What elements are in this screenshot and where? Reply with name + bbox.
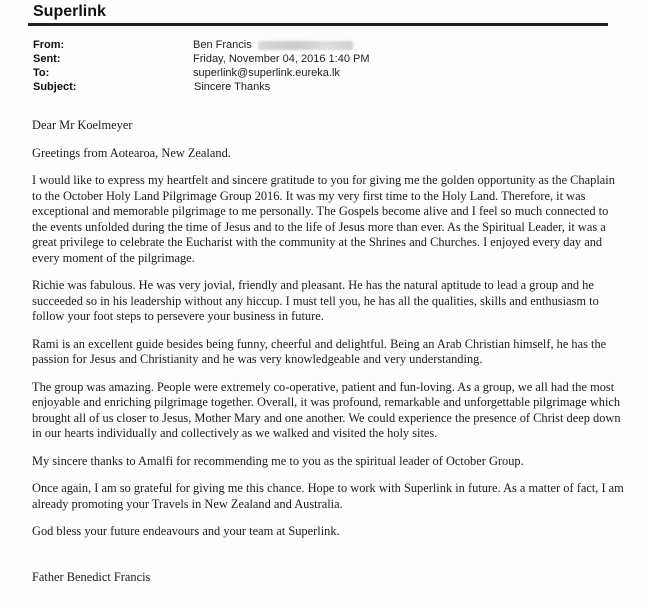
app-title: Superlink	[33, 3, 106, 20]
greeting: Greetings from Aotearoa, New Zealand.	[32, 145, 231, 160]
signature: Father Benedict Francis	[32, 570, 151, 584]
paragraph-gratitude: I would like to express my heartfelt and sincere gratitude to you for giving me the golden opportunity as the Chaplain to the October Holy Land Pilgrimage Group 2016. It was my very first time to the Holy Land. Therefore, it was exceptional and memorable pilgrimage to me personally. The Gospels become alive and I feel so much connected to the events unfolded during the time of Jesus and to the life of Jesus more than ever. As the Spiritual Leader, it was a great privilege to celebrate the Eucharist with the community at the Shrines and Churches. I enjoyed every day and every moment of the pilgrimage.	[32, 173, 615, 265]
from-label: From:	[33, 39, 65, 51]
paragraph-richie: Richie was fabulous. He was very jovial, friendly and pleasant. He has the natural aptitude to lead a group and he succeeded so in his leadership without any hiccup. I must tell you, he has all the qualities, skills and enthusiasm to follow your foot steps to persevere your business in future.	[32, 278, 599, 323]
subject-value: Sincere Thanks	[194, 81, 271, 93]
paragraph-grateful: Once again, I am so grateful for giving me this chance. Hope to work with Superlink in future. As a matter of fact, I am already promoting your Travels in New Zealand and Australia.	[32, 481, 624, 511]
redacted-email	[258, 41, 353, 50]
sent-value: Friday, November 04, 2016 1:40 PM	[193, 53, 370, 65]
subject-label: Subject:	[33, 81, 77, 93]
paragraph-rami: Rami is an excellent guide besides being funny, cheerful and delightful. Being an Arab Christian himself, he has the passion for Jesus and Christianity and he was very knowledgeable and very understanding.	[32, 336, 607, 366]
paragraph-blessing: God bless your future endeavours and your team at Superlink.	[32, 524, 340, 538]
paragraph-amalfi: My sincere thanks to Amalfi for recommending me to you as the spiritual leader of October Group.	[32, 453, 524, 468]
from-name: Ben Francis	[193, 39, 252, 51]
letter-body	[32, 118, 624, 552]
to-label: To:	[33, 67, 50, 79]
paragraph-group: The group was amazing. People were extremely co-operative, patient and fun-loving. As a group, we all had the most enjoyable and enriching pilgrimage together. Overall, it was profound, remarkable and unforgettable pilgrimage which brought all of us closer to Jesus, Mother Mary and one another. We could experience the presence of Christ deep down in our hearts individually and collectively as we walked and visited the holy sites.	[32, 379, 621, 440]
title-divider	[28, 23, 608, 26]
from-value	[193, 39, 353, 51]
to-value: superlink@superlink.eureka.lk	[193, 67, 340, 79]
sent-label: Sent:	[33, 53, 61, 65]
salutation: Dear Mr Koelmeyer	[32, 118, 133, 132]
